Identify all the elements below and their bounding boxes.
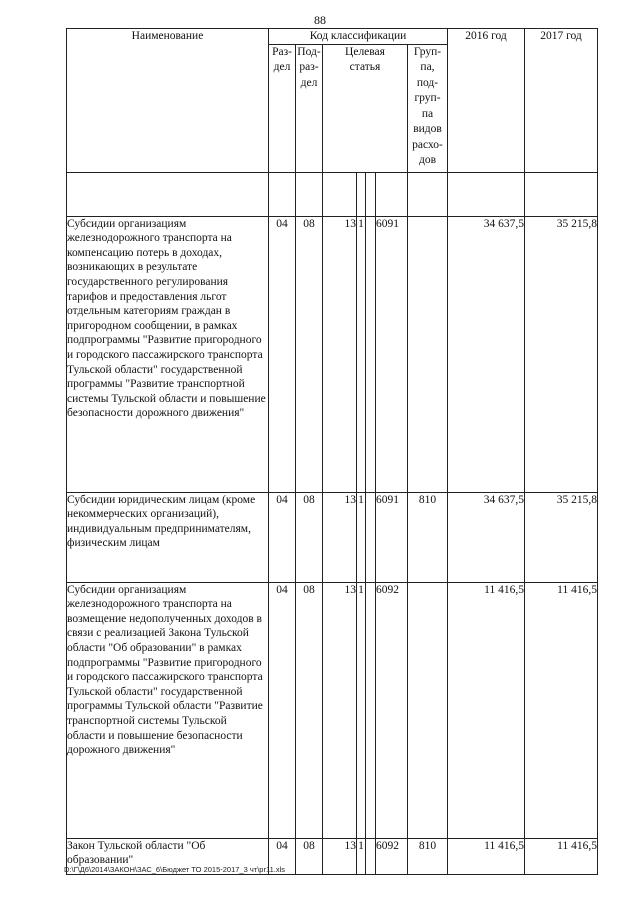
file-path-footer: D:\Г\Д6\2014\ЗАКОН\ЗАС_6\Бюджет ТО 2015-2017_3 чт\pr11.xls bbox=[64, 865, 285, 874]
row-name: Субсидии организациям железнодорожного транспорта на компенсацию потерь в доходах, возникающих в результате государственного регулирования тарифов и предоставления льгот отдельным категориям граждан в пригородном сообщении, в рамках подпрограммы "Развитие пригородного и городского пассажирского транспорта Тульской области" государственной программы "Развитие транспортной системы Тульской области и повышение безопасности дорожного движения" bbox=[67, 216, 269, 492]
row-podrazdel: 08 bbox=[296, 838, 323, 874]
row-target-program: 13 bbox=[323, 582, 357, 838]
row-target-subprogram: 1 bbox=[357, 216, 366, 492]
row-target-code: 6091 bbox=[376, 216, 408, 492]
table-row bbox=[67, 492, 598, 582]
row-value-2016: 11 416,5 bbox=[448, 838, 525, 874]
row-value-2017: 11 416,5 bbox=[525, 838, 598, 874]
row-razdel: 04 bbox=[269, 492, 296, 582]
header-name: Наименование bbox=[67, 29, 269, 173]
row-target-spacer bbox=[366, 838, 376, 874]
empty-row bbox=[67, 172, 598, 216]
row-target-subprogram: 1 bbox=[357, 582, 366, 838]
header-year-2016: 2016 год bbox=[448, 29, 525, 173]
row-name: Закон Тульской области "Об образовании" bbox=[67, 838, 269, 874]
row-group: 810 bbox=[408, 492, 448, 582]
row-podrazdel: 08 bbox=[296, 582, 323, 838]
row-target-program: 13 bbox=[323, 492, 357, 582]
row-target-code: 6091 bbox=[376, 492, 408, 582]
row-value-2017: 35 215,8 bbox=[525, 216, 598, 492]
header-target: Целевая статья bbox=[323, 44, 408, 172]
row-name: Субсидии юридическим лицам (кроме некоммерческих организаций), индивидуальным предпринимателям, физическим лицам bbox=[67, 492, 269, 582]
row-razdel: 04 bbox=[269, 582, 296, 838]
row-razdel: 04 bbox=[269, 216, 296, 492]
row-group bbox=[408, 216, 448, 492]
row-target-program: 13 bbox=[323, 838, 357, 874]
row-target-subprogram: 1 bbox=[357, 492, 366, 582]
row-value-2016: 11 416,5 bbox=[448, 582, 525, 838]
budget-table bbox=[66, 28, 598, 875]
row-target-code: 6092 bbox=[376, 582, 408, 838]
header-year-2017: 2017 год bbox=[525, 29, 598, 173]
row-podrazdel: 08 bbox=[296, 216, 323, 492]
row-target-subprogram: 1 bbox=[357, 838, 366, 874]
header-razdel: Раз- дел bbox=[269, 44, 296, 172]
table-row bbox=[67, 216, 598, 492]
header-code: Код классификации bbox=[269, 29, 448, 45]
row-value-2017: 11 416,5 bbox=[525, 582, 598, 838]
row-group: 810 bbox=[408, 838, 448, 874]
table-row bbox=[67, 582, 598, 838]
page-number: 88 bbox=[314, 13, 326, 27]
row-value-2017: 35 215,8 bbox=[525, 492, 598, 582]
row-target-code: 6092 bbox=[376, 838, 408, 874]
row-target-program: 13 bbox=[323, 216, 357, 492]
row-razdel: 04 bbox=[269, 838, 296, 874]
row-group bbox=[408, 582, 448, 838]
row-target-spacer bbox=[366, 582, 376, 838]
row-value-2016: 34 637,5 bbox=[448, 492, 525, 582]
row-name: Субсидии организациям железнодорожного транспорта на возмещение недополученных доходов в связи с реализацией Закона Тульской области "Об образовании" в рамках подпрограммы "Развитие пригородного и городского пассажирского транспорта Тульской области" государственной программы Тульской области "Развитие транспортной системы Тульской области и повышение безопасности дорожного движения" bbox=[67, 582, 269, 838]
header-podrazdel: Под- раз- дел bbox=[296, 44, 323, 172]
header-group: Груп- па, под- груп- па видов расхо- дов bbox=[408, 44, 448, 172]
row-podrazdel: 08 bbox=[296, 492, 323, 582]
row-value-2016: 34 637,5 bbox=[448, 216, 525, 492]
row-target-spacer bbox=[366, 216, 376, 492]
row-target-spacer bbox=[366, 492, 376, 582]
